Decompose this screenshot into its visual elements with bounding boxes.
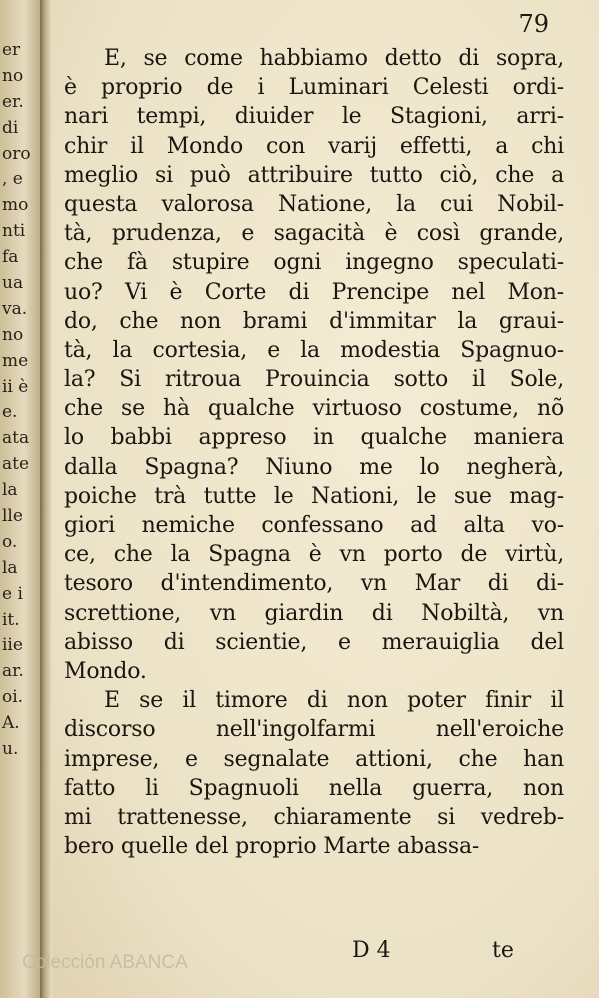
text-line: la? Si ritroua Prouincia sotto il Sole, <box>64 367 564 393</box>
margin-fragment: va. <box>2 298 28 319</box>
margin-fragment: er <box>2 40 21 60</box>
margin-fragment: ata <box>2 428 30 449</box>
body-text <box>64 44 564 861</box>
text-line: do, che non brami d'immitar la graui- <box>64 308 564 334</box>
facing-page-margin <box>0 0 40 998</box>
signature-mark: D 4 <box>352 938 391 963</box>
margin-fragment: ar. <box>2 661 24 682</box>
margin-fragment: oi. <box>2 687 24 708</box>
text-line: chir il Mondo con varij effetti, a chi <box>64 133 564 159</box>
text-line: lo babbi appreso in qualche maniera <box>64 425 564 451</box>
text-line: E se il timore di non poter finir il <box>104 688 564 714</box>
margin-fragment: ua <box>2 273 24 294</box>
text-line: dalla Spagna? Niuno me lo negherà, <box>64 454 564 480</box>
text-line: nari tempi, diuider le Stagioni, arri- <box>64 104 564 130</box>
text-line: ce, che la Spagna è vn porto de virtù, <box>64 542 564 568</box>
text-line: tà, la cortesia, e la modestia Spagnuo- <box>64 337 564 363</box>
margin-fragment: oro <box>2 143 31 164</box>
text-line: giori nemiche confessano ad alta vo- <box>64 513 564 538</box>
text-line: screttione, vn giardin di Nobiltà, vn <box>64 600 564 626</box>
text-line: che fà stupire ogni ingegno speculati- <box>64 250 564 276</box>
text-line: mi trattenesse, chiaramente si vedreb- <box>64 804 564 830</box>
text-line: E, se come habbiamo detto di sopra, <box>104 46 564 71</box>
text-line: imprese, e segnalate attioni, che han <box>64 746 564 772</box>
margin-fragment: A. <box>2 713 20 734</box>
text-line: che se hà qualche virtuoso costume, nõ <box>64 396 564 422</box>
collection-watermark: Colección ABANCA <box>22 952 188 973</box>
text-line: fatto li Spagnuoli nella guerra, non <box>64 775 564 801</box>
margin-fragment: ate <box>2 454 30 475</box>
text-line: questa valorosa Natione, la cui Nobil- <box>64 191 564 217</box>
text-line: tesoro d'intendimento, vn Mar di di- <box>64 571 564 597</box>
text-line: Mondo. <box>64 658 147 684</box>
margin-fragment: di <box>2 117 19 138</box>
text-line: tà, prudenza, e sagacità è così grande, <box>64 221 564 247</box>
binding-fold <box>40 0 52 998</box>
margin-fragment: nti <box>2 221 26 242</box>
text-line: è proprio de i Luminari Celesti ordi- <box>64 75 564 101</box>
text-line: discorso nell'ingolfarmi nell'eroiche <box>64 717 564 743</box>
margin-fragment: ii è <box>2 376 29 397</box>
margin-fragment: mo <box>2 195 29 216</box>
margin-fragment: no <box>2 65 24 86</box>
text-line: poiche trà tutte le Nationi, le sue mag- <box>64 483 564 509</box>
margin-fragment: , e <box>2 169 23 190</box>
text-line: meglio si può attribuire tutto ciò, che a <box>64 162 564 188</box>
margin-fragment: iie <box>2 635 23 656</box>
margin-fragment: e. <box>2 402 18 423</box>
margin-fragment: la <box>2 557 18 578</box>
page-number: 79 <box>518 10 549 38</box>
margin-fragment: lle <box>2 506 23 527</box>
margin-fragment: no <box>2 324 24 345</box>
margin-fragment: me <box>2 350 29 371</box>
margin-fragment: u. <box>2 739 19 760</box>
text-line: bero quelle del proprio Marte abassa- <box>64 834 480 860</box>
text-line: uo? Vi è Corte di Prencipe nel Mon- <box>64 279 564 305</box>
margin-fragment: la <box>2 480 18 501</box>
book-page <box>52 0 599 998</box>
margin-fragment: e i <box>2 583 23 604</box>
margin-fragment: fa <box>2 247 19 268</box>
margin-fragment: o. <box>2 531 18 552</box>
margin-fragment: er. <box>2 91 24 112</box>
catchword: te <box>492 938 514 963</box>
margin-fragment: it. <box>2 609 20 630</box>
text-line: abisso di scientie, e merauiglia del <box>64 629 564 655</box>
